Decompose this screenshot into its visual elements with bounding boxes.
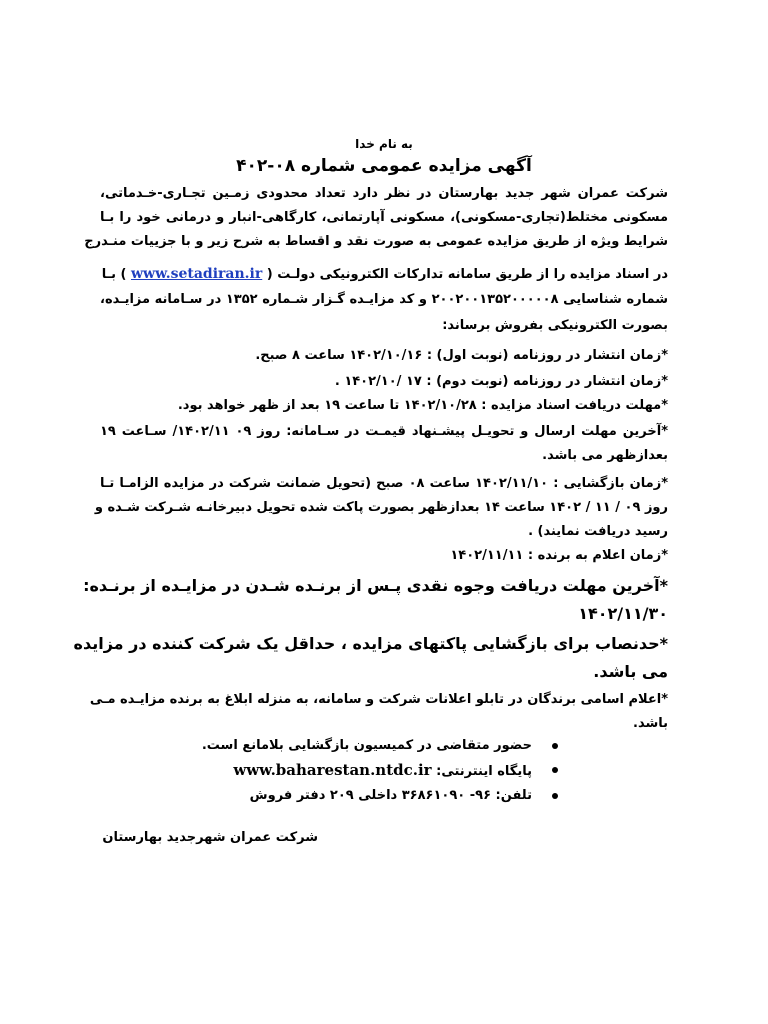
bullet-dot-icon: [552, 793, 558, 799]
quorum-line-1: *حدنصاب برای بازگشایی پاکتهای مزایده ، حداقل یک شرکت کننده در مزایده: [73, 634, 668, 653]
docs-deadline: *مهلت دریافت اسناد مزایده : ۱۴۰۲/۱۰/۲۸ تا ساعت ۱۹ بعد از ظهر خواهد بود.: [177, 398, 668, 413]
opening-line-2: روز ۰۹ / ۱۱ / ۱۴۰۲ ساعت ۱۴ بعدازظهر بصورت پاکت شده تحویل دبیرخانـه شـرکت شـده و: [94, 500, 668, 515]
winner-announcement: *زمان اعلام به برنده : ۱۴۰۲/۱۱/۱۱: [450, 548, 668, 563]
opening-line-3: رسید دریافت نمایند) .: [528, 524, 668, 539]
phone-line: تلفن: ۹۶- ۳۶۸۶۱۰۹۰ داخلی ۲۰۹ دفتر فروش: [249, 788, 532, 803]
intro-line-4-start: در اسناد مزایده را از طریق سامانه تدارکات الکترونیکی دولـت (: [266, 267, 668, 282]
website-line: [120, 758, 532, 782]
bid-deadline-line-2: بعدازظهر می باشد.: [542, 448, 668, 463]
announce-line-1: *اعلام اسامی برندگان در تابلو اعلانات شرکت و سامانه، به منزله ابلاغ به برنده مزایـده مـی: [89, 692, 668, 707]
footer-signature: شرکت عمران شهرجدید بهارستان: [102, 830, 318, 845]
intro-line-3: شرایط ویژه از طریق مزایده عمومی به صورت نقد و اقساط به شرح زیر و با جزییات منـدرج: [84, 234, 668, 249]
intro-line-6: بصورت الکترونیکی بفروش برساند:: [442, 318, 668, 333]
page-title: آگهی مزایده عمومی شماره ۰۸-۴۰۲: [236, 156, 532, 176]
website-url[interactable]: www.baharestan.ntdc.ir: [233, 761, 432, 779]
intro-line-2: مسکونی مختلط(تجاری-مسکونی)، مسکونی آپارتمانی، کارگاهی-انبار و درمانی خود را بـا: [100, 210, 668, 225]
intro-line-4-end: ) بـا: [101, 267, 127, 282]
setadiran-link[interactable]: www.setadiran.ir: [130, 266, 263, 282]
quorum-line-2: می باشد.: [593, 662, 668, 681]
intro-line-5: شماره شناسایی ۲۰۰۲۰۰۱۳۵۲۰۰۰۰۰۸ و کد مزایـده گـزار شـماره ۱۳۵۲ در سـامانه مزایـده،: [100, 292, 668, 307]
intro-line-1: شرکت عمران شهر جدید بهارستان در نظر دارد تعداد محدودی زمـین تجـاری-خـدماتی،: [100, 186, 668, 201]
basmala: به نام خدا: [355, 137, 413, 151]
bullet-dot-icon: [552, 743, 558, 749]
attendance-note: حضور متقاضی در کمیسیون بازگشایی بلامانع است.: [201, 738, 532, 753]
website-label: پایگاه اینترنتی:: [436, 764, 532, 779]
opening-line-1: *زمان بازگشایی : ۱۴۰۲/۱۱/۱۰ ساعت ۰۸ صبح (تحویل ضمانت شرکت در مزایده الزامـا تـا: [100, 476, 668, 491]
announce-line-2: باشد.: [633, 716, 668, 731]
bid-deadline-line-1: *آخرین مهلت ارسال و تحویـل پیشـنهاد قیمـت در سـامانه: روز ۰۹ ۱۴۰۲/۱۱/ سـاعت ۱۹: [100, 424, 668, 439]
intro-line-4: [100, 262, 668, 286]
bullet-dot-icon: [552, 767, 558, 773]
payment-deadline-line-1: *آخرین مهلت دریافت وجوه نقدی پـس از برنـده شـدن در مزایـده از برنـده:: [83, 576, 668, 595]
payment-deadline-line-2: ۱۴۰۲/۱۱/۳۰: [578, 604, 668, 623]
publish-date-1: *زمان انتشار در روزنامه (نوبت اول) : ۱۴۰۲/۱۰/۱۶ ساعت ۸ صبح.: [255, 348, 668, 363]
publish-date-2: *زمان انتشار در روزنامه (نوبت دوم) : ۱۷ /۱۴۰۲/۱۰ .: [334, 374, 668, 389]
